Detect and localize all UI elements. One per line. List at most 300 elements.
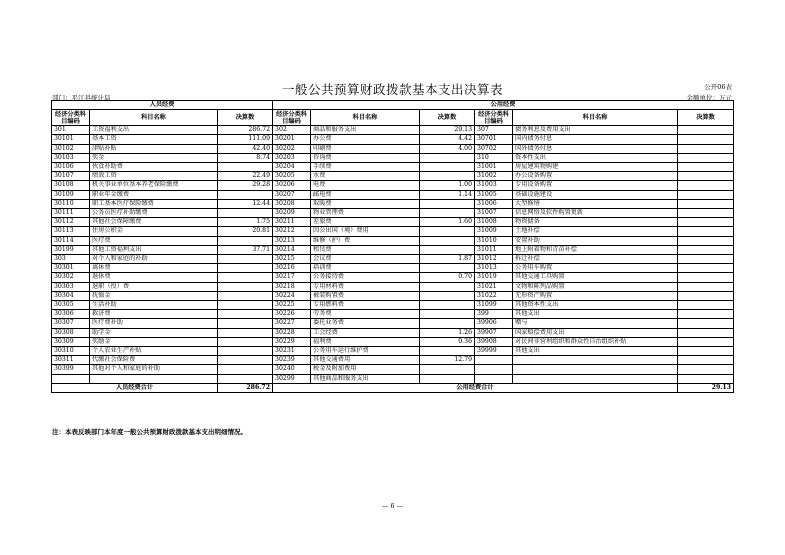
table-row <box>52 328 734 337</box>
public-name-cell: 公务接待费 <box>311 273 420 282</box>
public-code-cell: 30225 <box>273 301 311 310</box>
table-row <box>52 347 734 356</box>
personnel-code-cell: 30101 <box>52 135 90 144</box>
public-amount-cell: 1.00 <box>420 181 475 190</box>
public-name-2-cell: 文物和陈列品购置 <box>513 282 678 291</box>
personnel-code-cell <box>52 374 90 383</box>
public-code-2-cell: 39999 <box>475 347 513 356</box>
table-body <box>52 126 734 384</box>
public-code-cell: 30205 <box>273 172 311 181</box>
public-name-2-cell: 其他资本性支出 <box>513 301 678 310</box>
public-name-2-cell: 其他交通工具购置 <box>513 273 678 282</box>
table-row <box>52 245 734 254</box>
public-code-cell: 30204 <box>273 163 311 172</box>
personnel-amount-cell <box>218 282 273 291</box>
table-row <box>52 135 734 144</box>
personnel-name-cell: 伙食补助费 <box>90 163 218 172</box>
public-code-cell: 30209 <box>273 209 311 218</box>
personnel-header: 人员经费 <box>52 101 273 110</box>
public-code-2-cell: 31022 <box>475 291 513 300</box>
table-row <box>52 163 734 172</box>
public-amount-cell: 1.14 <box>420 190 475 199</box>
public-amount-cell <box>420 347 475 356</box>
table-row <box>52 282 734 291</box>
public-code-2-cell: 31005 <box>475 190 513 199</box>
public-amount-2-cell <box>678 181 734 190</box>
name-header: 科目名称 <box>90 110 218 126</box>
public-code-2-cell: 31006 <box>475 199 513 208</box>
public-name-2-cell: 房屋建筑物购建 <box>513 163 678 172</box>
personnel-code-cell: 30114 <box>52 236 90 245</box>
public-name-cell: 培训费 <box>311 264 420 273</box>
public-code-cell: 30231 <box>273 347 311 356</box>
public-code-cell: 30202 <box>273 144 311 153</box>
public-code-2-cell: 310 <box>475 153 513 162</box>
public-code-cell: 30203 <box>273 153 311 162</box>
personnel-name-cell: 抚恤金 <box>90 291 218 300</box>
public-code-2-cell: 31011 <box>475 245 513 254</box>
public-code-2-cell: 30701 <box>475 135 513 144</box>
personnel-code-cell: 30112 <box>52 218 90 227</box>
personnel-name-cell: 工资福利支出 <box>90 126 218 135</box>
personnel-name-cell: 职业年金缴费 <box>90 190 218 199</box>
public-name-2-cell: 地上附着物和青苗补偿 <box>513 245 678 254</box>
public-name-cell: 物业管理费 <box>311 209 420 218</box>
public-name-cell: 福利费 <box>311 337 420 346</box>
public-code-cell: 30218 <box>273 282 311 291</box>
personnel-code-cell: 30308 <box>52 328 90 337</box>
public-amount-cell: 29.13 <box>420 126 475 135</box>
public-name-2-cell: 大型修缮 <box>513 199 678 208</box>
public-amount-2-cell <box>678 291 734 300</box>
personnel-code-cell: 30113 <box>52 227 90 236</box>
personnel-code-cell: 30310 <box>52 347 90 356</box>
public-name-2-cell: 物资储备 <box>513 218 678 227</box>
personnel-name-cell: 退职（役）费 <box>90 282 218 291</box>
personnel-amount-cell: 20.81 <box>218 227 273 236</box>
public-code-2-cell: 39907 <box>475 328 513 337</box>
personnel-amount-cell: 12.44 <box>218 199 273 208</box>
table-row <box>52 273 734 282</box>
personnel-amount-cell <box>218 209 273 218</box>
public-code-2-cell: 31007 <box>475 209 513 218</box>
code-header: 经济分类科目编码 <box>475 110 513 126</box>
public-name-cell: 公务用车运行维护费 <box>311 347 420 356</box>
table-row <box>52 255 734 264</box>
public-name-2-cell: 国外债务付息 <box>513 144 678 153</box>
personnel-code-cell: 30111 <box>52 209 90 218</box>
personnel-amount-cell <box>218 319 273 328</box>
personnel-amount-cell: 1.75 <box>218 218 273 227</box>
public-name-2-cell: 无形资产购置 <box>513 291 678 300</box>
table-row <box>52 218 734 227</box>
name-header: 科目名称 <box>513 110 678 126</box>
public-name-2-cell: 赠与 <box>513 319 678 328</box>
public-amount-cell: 1.26 <box>420 328 475 337</box>
personnel-name-cell: 离休费 <box>90 264 218 273</box>
amount-header: 决算数 <box>420 110 475 126</box>
personnel-name-cell: 基本工资 <box>90 135 218 144</box>
table-row <box>52 310 734 319</box>
public-code-2-cell <box>475 365 513 374</box>
table-row <box>52 153 734 162</box>
personnel-amount-cell <box>218 310 273 319</box>
table-row <box>52 264 734 273</box>
table-row <box>52 126 734 135</box>
public-amount-2-cell <box>678 209 734 218</box>
public-amount-cell <box>420 319 475 328</box>
public-amount-cell: 1.87 <box>420 255 475 264</box>
public-name-cell: 工会经费 <box>311 328 420 337</box>
code-header: 经济分类科目编码 <box>52 110 90 126</box>
public-name-2-cell: 土地补偿 <box>513 227 678 236</box>
public-amount-2-cell <box>678 337 734 346</box>
public-amount-2-cell <box>678 328 734 337</box>
personnel-amount-cell <box>218 255 273 264</box>
personnel-amount-cell <box>218 301 273 310</box>
personnel-total-value: 286.72 <box>218 383 273 392</box>
public-name-2-cell: 基础设施建设 <box>513 190 678 199</box>
public-total-label: 公用经费合计 <box>273 383 678 392</box>
personnel-code-cell: 30303 <box>52 282 90 291</box>
personnel-name-cell: 其他对个人和家庭的补助 <box>90 365 218 374</box>
personnel-code-cell: 30106 <box>52 163 90 172</box>
public-name-2-cell: 其他支出 <box>513 347 678 356</box>
public-amount-cell <box>420 264 475 273</box>
public-amount-cell <box>420 282 475 291</box>
public-code-cell: 302 <box>273 126 311 135</box>
public-code-cell: 30216 <box>273 264 311 273</box>
amount-header: 决算数 <box>678 110 734 126</box>
public-name-2-cell: 国内债务付息 <box>513 135 678 144</box>
personnel-code-cell: 30307 <box>52 319 90 328</box>
public-name-cell: 办公费 <box>311 135 420 144</box>
public-amount-cell <box>420 310 475 319</box>
public-code-cell: 30212 <box>273 227 311 236</box>
personnel-name-cell: 奖金 <box>90 153 218 162</box>
public-amount-2-cell <box>678 273 734 282</box>
public-amount-2-cell <box>678 218 734 227</box>
public-code-2-cell: 399 <box>475 310 513 319</box>
personnel-name-cell: 住房公积金 <box>90 227 218 236</box>
table-row <box>52 190 734 199</box>
public-amount-cell <box>420 291 475 300</box>
public-name-cell: 邮电费 <box>311 190 420 199</box>
table-row <box>52 319 734 328</box>
public-code-cell: 30215 <box>273 255 311 264</box>
public-amount-cell: 12.79 <box>420 356 475 365</box>
table-row <box>52 181 734 190</box>
expenditure-table <box>51 100 734 393</box>
public-name-cell: 因公出国（境）费用 <box>311 227 420 236</box>
personnel-amount-cell: 8.74 <box>218 153 273 162</box>
public-name-2-cell: 专用设备购置 <box>513 181 678 190</box>
public-amount-2-cell <box>678 356 734 365</box>
personnel-total-label: 人员经费合计 <box>52 383 218 392</box>
personnel-name-cell: 公务员医疗补助缴费 <box>90 209 218 218</box>
personnel-name-cell: 医疗费补助 <box>90 319 218 328</box>
personnel-amount-cell <box>218 163 273 172</box>
public-amount-2-cell <box>678 227 734 236</box>
personnel-code-cell: 30107 <box>52 172 90 181</box>
public-amount-cell <box>420 227 475 236</box>
table-row <box>52 291 734 300</box>
public-code-2-cell: 39906 <box>475 319 513 328</box>
public-amount-cell: 0.70 <box>420 273 475 282</box>
personnel-amount-cell: 29.28 <box>218 181 273 190</box>
public-name-2-cell: 国家赔偿费用支出 <box>513 328 678 337</box>
personnel-name-cell: 其他社会保障缴费 <box>90 218 218 227</box>
name-header: 科目名称 <box>311 110 420 126</box>
public-code-cell: 30213 <box>273 236 311 245</box>
personnel-amount-cell: 37.71 <box>218 245 273 254</box>
public-code-2-cell <box>475 374 513 383</box>
public-code-2-cell: 307 <box>475 126 513 135</box>
personnel-code-cell: 30103 <box>52 153 90 162</box>
personnel-amount-cell <box>218 356 273 365</box>
public-code-cell: 30207 <box>273 190 311 199</box>
public-code-cell: 30208 <box>273 199 311 208</box>
personnel-amount-cell: 42.40 <box>218 144 273 153</box>
public-code-cell: 30211 <box>273 218 311 227</box>
public-code-cell: 30239 <box>273 356 311 365</box>
public-amount-cell: 4.00 <box>420 144 475 153</box>
personnel-amount-cell <box>218 236 273 245</box>
public-amount-2-cell <box>678 301 734 310</box>
public-name-2-cell: 债务利息及费用支出 <box>513 126 678 135</box>
public-name-cell: 印刷费 <box>311 144 420 153</box>
personnel-code-cell: 30399 <box>52 365 90 374</box>
public-code-2-cell: 31013 <box>475 264 513 273</box>
public-name-cell: 其他交通费用 <box>311 356 420 365</box>
public-code-2-cell: 31010 <box>475 236 513 245</box>
public-code-cell: 30206 <box>273 181 311 190</box>
public-name-cell: 取暖费 <box>311 199 420 208</box>
public-name-cell: 被装购置费 <box>311 291 420 300</box>
personnel-name-cell: 奖励金 <box>90 337 218 346</box>
public-code-cell: 30224 <box>273 291 311 300</box>
public-code-cell: 30217 <box>273 273 311 282</box>
personnel-code-cell: 30309 <box>52 337 90 346</box>
public-amount-2-cell <box>678 153 734 162</box>
personnel-name-cell: 对个人和家庭的补助 <box>90 255 218 264</box>
public-amount-2-cell <box>678 172 734 181</box>
public-amount-cell <box>420 209 475 218</box>
public-amount-cell: 4.42 <box>420 135 475 144</box>
public-amount-2-cell <box>678 310 734 319</box>
public-name-cell: 委托业务费 <box>311 319 420 328</box>
table-row <box>52 227 734 236</box>
personnel-amount-cell: 111.09 <box>218 135 273 144</box>
personnel-amount-cell <box>218 374 273 383</box>
public-name-2-cell <box>513 374 678 383</box>
code-header: 经济分类科目编码 <box>273 110 311 126</box>
public-amount-2-cell <box>678 190 734 199</box>
public-amount-2-cell <box>678 319 734 328</box>
table-row <box>52 374 734 383</box>
table-row <box>52 236 734 245</box>
public-code-cell: 30214 <box>273 245 311 254</box>
public-amount-2-cell <box>678 374 734 383</box>
public-amount-cell <box>420 365 475 374</box>
public-code-2-cell: 31001 <box>475 163 513 172</box>
personnel-code-cell: 30306 <box>52 310 90 319</box>
public-amount-cell <box>420 199 475 208</box>
public-name-cell: 手续费 <box>311 163 420 172</box>
public-amount-2-cell <box>678 144 734 153</box>
form-code: 公开06表 <box>704 83 732 91</box>
public-amount-cell <box>420 153 475 162</box>
public-amount-cell <box>420 172 475 181</box>
public-name-cell: 咨询费 <box>311 153 420 162</box>
public-amount-cell: 0.36 <box>420 337 475 346</box>
public-code-2-cell <box>475 356 513 365</box>
public-amount-cell <box>420 236 475 245</box>
personnel-name-cell: 津贴补贴 <box>90 144 218 153</box>
public-amount-2-cell <box>678 236 734 245</box>
public-name-cell: 劳务费 <box>311 310 420 319</box>
table-row <box>52 199 734 208</box>
personnel-name-cell: 退休费 <box>90 273 218 282</box>
public-name-cell: 水费 <box>311 172 420 181</box>
public-code-2-cell: 31008 <box>475 218 513 227</box>
public-name-cell: 税金及附加费用 <box>311 365 420 374</box>
personnel-name-cell: 代缴社会保险费 <box>90 356 218 365</box>
public-name-2-cell: 办公设备购置 <box>513 172 678 181</box>
amount-header: 决算数 <box>218 110 273 126</box>
personnel-name-cell <box>90 374 218 383</box>
personnel-code-cell: 30302 <box>52 273 90 282</box>
public-name-cell: 专用材料费 <box>311 282 420 291</box>
public-name-2-cell: 信息网络及软件购置更新 <box>513 209 678 218</box>
unit-label: 金额单位：万元 <box>686 94 732 102</box>
public-name-cell: 差旅费 <box>311 218 420 227</box>
table-title: 一般公共预算财政拨款基本支出决算表 <box>281 82 503 97</box>
footnote: 注：本表反映部门本年度一般公共预算财政拨款基本支出明细情况。 <box>52 428 247 436</box>
public-code-cell: 30299 <box>273 374 311 383</box>
personnel-name-cell: 绩效工资 <box>90 172 218 181</box>
personnel-amount-cell <box>218 291 273 300</box>
public-amount-cell <box>420 301 475 310</box>
public-code-2-cell: 31019 <box>475 273 513 282</box>
public-name-cell: 专用燃料费 <box>311 301 420 310</box>
public-name-2-cell: 对民间非营利组织和群众性自治组织补贴 <box>513 337 678 346</box>
personnel-code-cell: 30305 <box>52 301 90 310</box>
public-amount-2-cell <box>678 347 734 356</box>
public-amount-cell <box>420 374 475 383</box>
personnel-name-cell: 个人农业生产补贴 <box>90 347 218 356</box>
public-amount-2-cell <box>678 126 734 135</box>
public-amount-cell: 1.60 <box>420 218 475 227</box>
personnel-name-cell: 救济费 <box>90 310 218 319</box>
public-name-cell: 维修（护）费 <box>311 236 420 245</box>
public-code-2-cell: 30702 <box>475 144 513 153</box>
personnel-amount-cell <box>218 264 273 273</box>
public-amount-2-cell <box>678 255 734 264</box>
personnel-code-cell: 30311 <box>52 356 90 365</box>
personnel-code-cell: 30110 <box>52 199 90 208</box>
public-code-2-cell: 31012 <box>475 255 513 264</box>
public-code-2-cell: 31003 <box>475 181 513 190</box>
public-name-cell: 商品和服务支出 <box>311 126 420 135</box>
public-total-value: 29.13 <box>678 383 734 392</box>
public-name-cell: 其他商品和服务支出 <box>311 374 420 383</box>
public-amount-2-cell <box>678 245 734 254</box>
personnel-amount-cell <box>218 347 273 356</box>
table-row <box>52 209 734 218</box>
public-code-cell: 30228 <box>273 328 311 337</box>
personnel-amount-cell <box>218 190 273 199</box>
public-name-2-cell: 安置补助 <box>513 236 678 245</box>
public-amount-cell <box>420 163 475 172</box>
public-name-2-cell: 公务用车购置 <box>513 264 678 273</box>
totals-row <box>52 383 734 392</box>
public-code-cell: 30227 <box>273 319 311 328</box>
public-code-cell: 30240 <box>273 365 311 374</box>
public-amount-2-cell <box>678 199 734 208</box>
table-row <box>52 144 734 153</box>
personnel-code-cell: 30108 <box>52 181 90 190</box>
personnel-name-cell: 助学金 <box>90 328 218 337</box>
personnel-code-cell: 30199 <box>52 245 90 254</box>
table-row <box>52 337 734 346</box>
public-code-2-cell: 31021 <box>475 282 513 291</box>
public-code-cell: 30229 <box>273 337 311 346</box>
public-name-2-cell <box>513 356 678 365</box>
public-code-2-cell: 39908 <box>475 337 513 346</box>
public-amount-2-cell <box>678 135 734 144</box>
personnel-code-cell: 30301 <box>52 264 90 273</box>
personnel-name-cell: 其他工资福利支出 <box>90 245 218 254</box>
personnel-amount-cell <box>218 365 273 374</box>
table-row <box>52 365 734 374</box>
public-amount-2-cell <box>678 163 734 172</box>
public-name-2-cell <box>513 365 678 374</box>
personnel-amount-cell: 286.72 <box>218 126 273 135</box>
public-name-2-cell: 拆迁补偿 <box>513 255 678 264</box>
public-name-cell: 会议费 <box>311 255 420 264</box>
personnel-amount-cell <box>218 337 273 346</box>
public-amount-2-cell <box>678 282 734 291</box>
personnel-name-cell: 医疗费 <box>90 236 218 245</box>
personnel-code-cell: 30102 <box>52 144 90 153</box>
personnel-code-cell: 30109 <box>52 190 90 199</box>
public-name-2-cell: 其他支出 <box>513 310 678 319</box>
personnel-name-cell: 生活补助 <box>90 301 218 310</box>
personnel-name-cell: 职工基本医疗保险缴费 <box>90 199 218 208</box>
personnel-amount-cell <box>218 328 273 337</box>
public-name-2-cell: 资本性支出 <box>513 153 678 162</box>
public-code-cell: 30201 <box>273 135 311 144</box>
public-code-cell: 30226 <box>273 310 311 319</box>
table-row <box>52 301 734 310</box>
table-row <box>52 356 734 365</box>
public-code-2-cell: 31099 <box>475 301 513 310</box>
public-amount-2-cell <box>678 365 734 374</box>
department-label: 部门：平江县统计局 <box>52 94 111 102</box>
personnel-amount-cell: 22.49 <box>218 172 273 181</box>
public-code-2-cell: 31002 <box>475 172 513 181</box>
public-code-2-cell: 31009 <box>475 227 513 236</box>
personnel-name-cell: 机关事业单位基本养老保险缴费 <box>90 181 218 190</box>
public-header: 公用经费 <box>273 101 734 110</box>
table-row <box>52 172 734 181</box>
personnel-code-cell: 303 <box>52 255 90 264</box>
public-amount-2-cell <box>678 264 734 273</box>
page-number: — 6 — <box>381 502 404 510</box>
personnel-code-cell: 30304 <box>52 291 90 300</box>
public-name-cell: 租赁费 <box>311 245 420 254</box>
